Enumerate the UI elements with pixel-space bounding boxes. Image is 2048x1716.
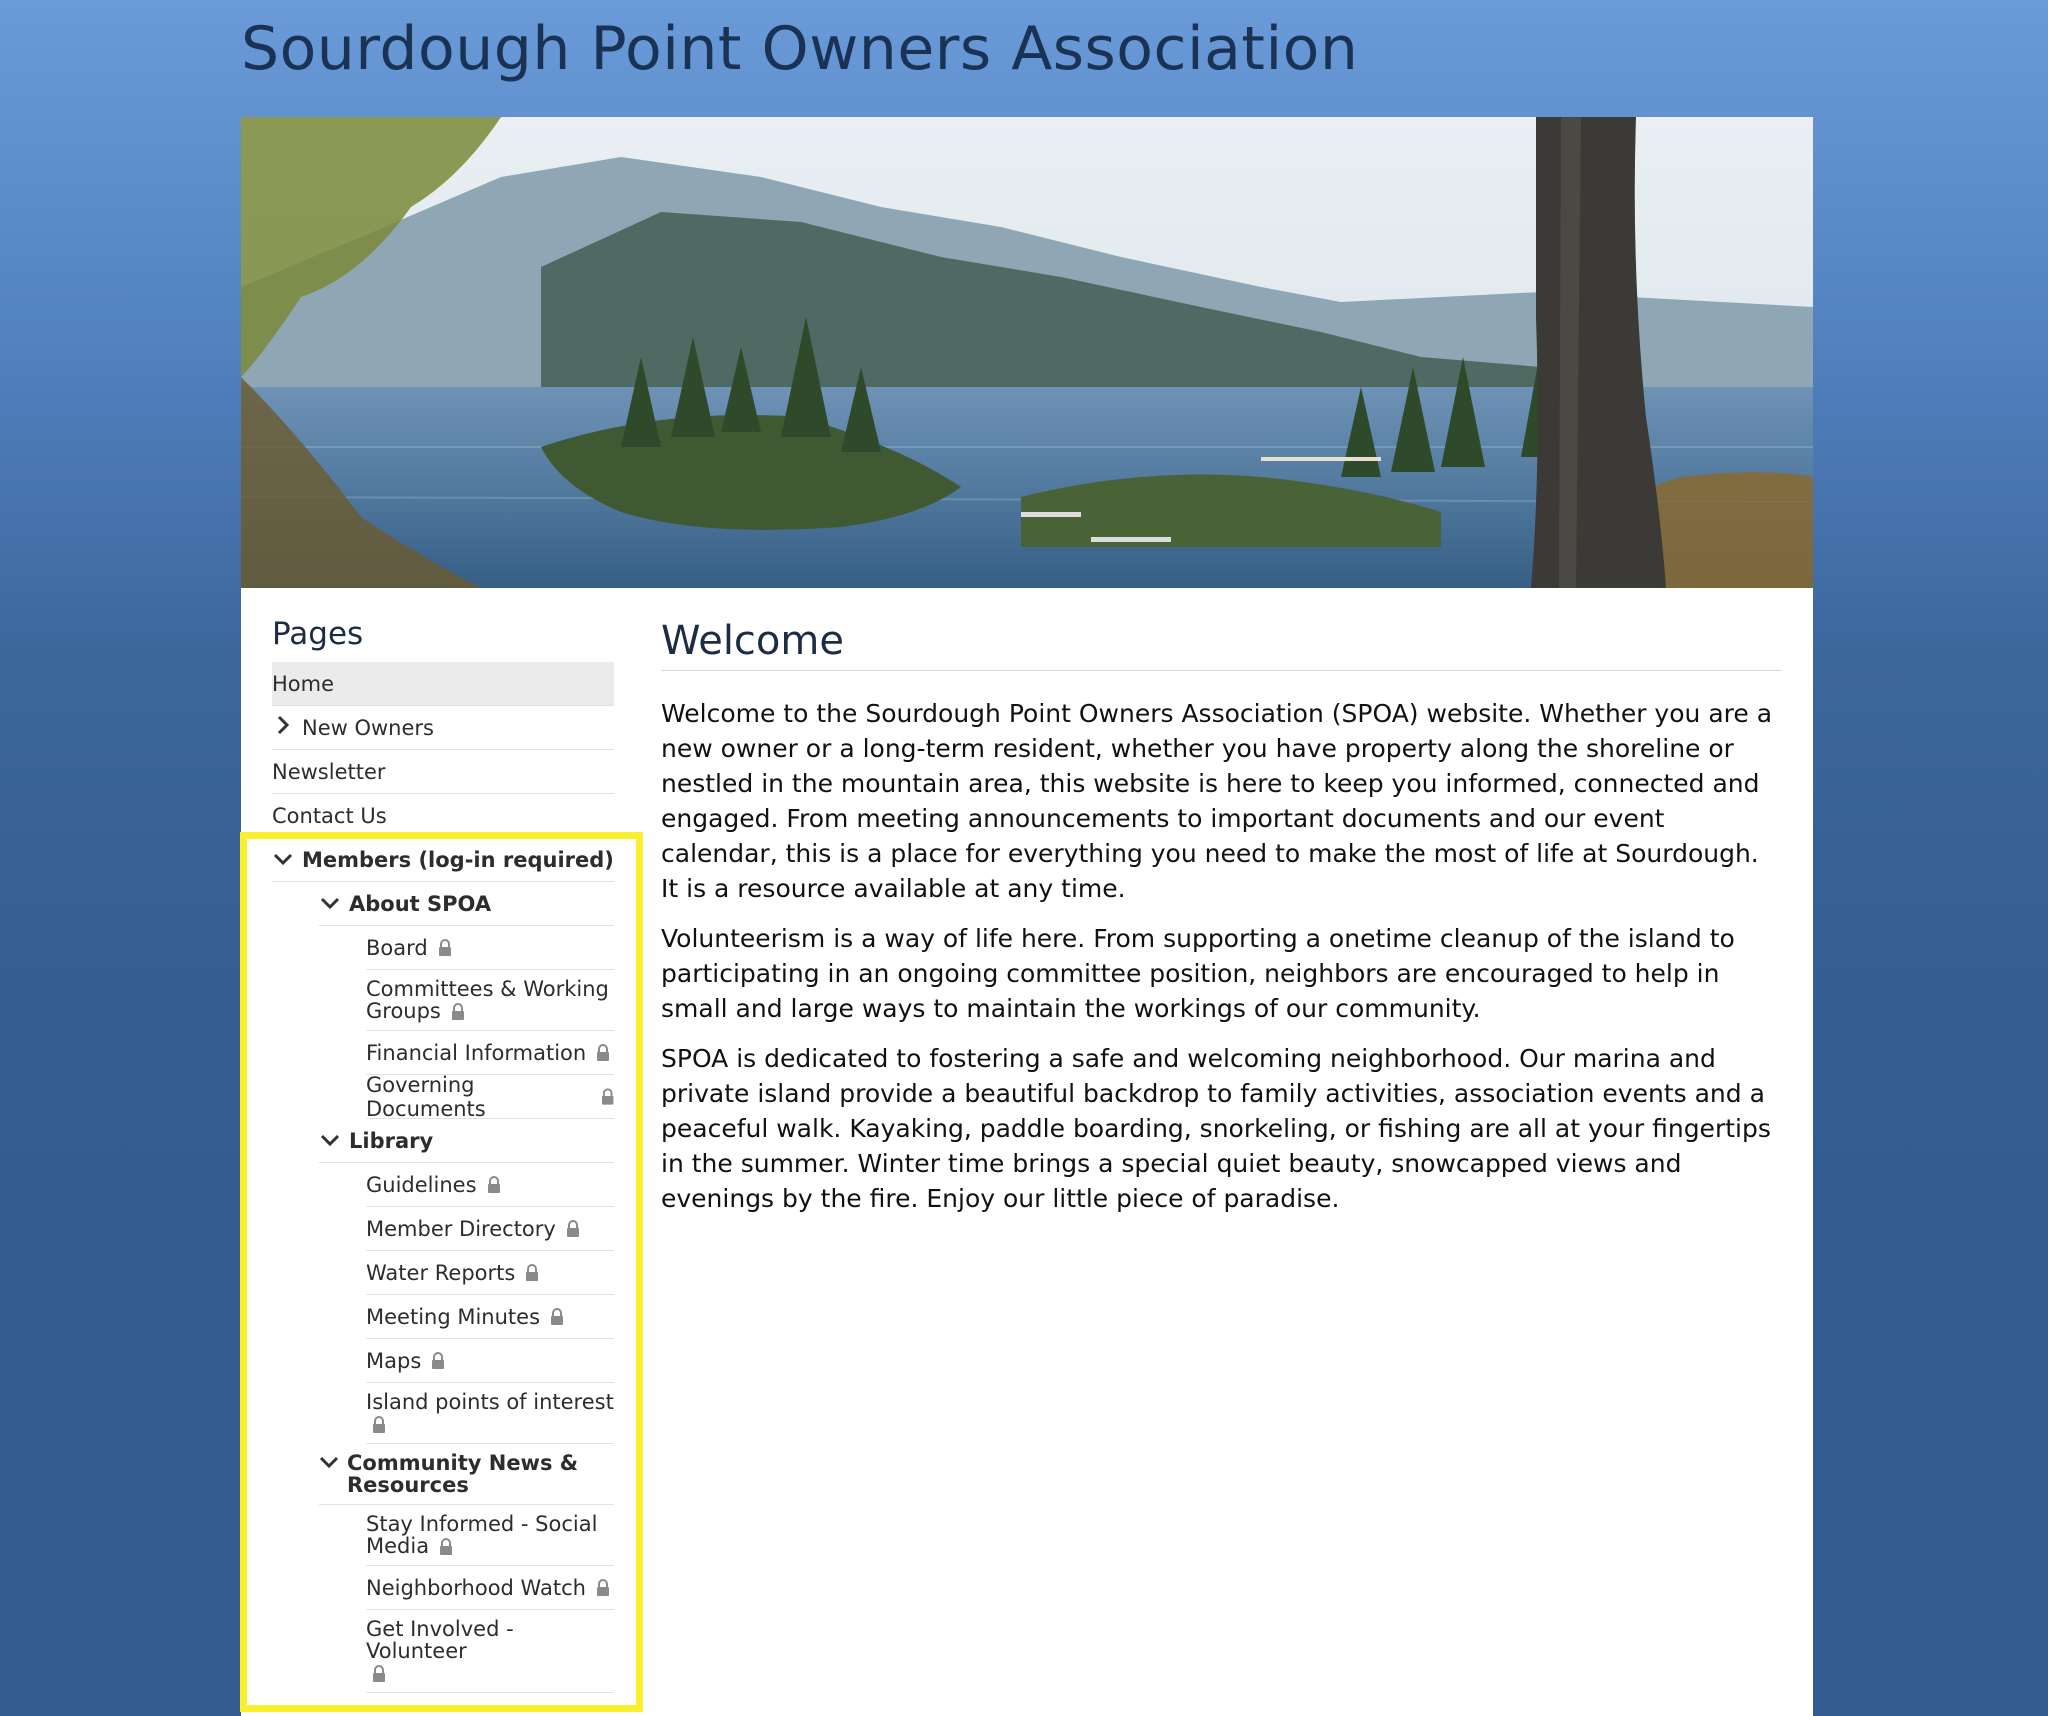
lock-icon	[601, 1088, 614, 1105]
lock-icon	[438, 939, 452, 956]
nav-item-newsletter[interactable]	[272, 750, 614, 794]
nav-item-label: Newsletter	[272, 759, 386, 784]
nav-item-label: Board	[366, 935, 428, 960]
nav-item-island-points[interactable]	[366, 1383, 614, 1444]
nav-item-maps[interactable]	[366, 1339, 614, 1383]
sidebar-title: Pages	[272, 616, 364, 652]
nav-item-label: Library	[349, 1128, 434, 1153]
lock-icon	[550, 1308, 564, 1325]
nav-item-label: Water Reports	[366, 1260, 516, 1285]
nav-item-committees[interactable]	[366, 970, 614, 1031]
chevron-down-icon[interactable]	[319, 891, 341, 916]
banner-image	[241, 117, 1813, 588]
welcome-paragraph-1: Welcome to the Sourdough Point Owners Association (SPOA) website. Whether you are a new owner or a long-term resident, whether you have property along the shoreline or nestled in the mountain area, this website is here to keep you informed, connected and engaged. From meeting announcements to important documents and our event calendar, this is a place for everything you need to make the most of life at Sourdough. It is a resource available at any time.	[661, 699, 1773, 903]
nav-item-about-spoa[interactable]	[319, 882, 614, 926]
page-heading: Welcome	[661, 614, 1781, 671]
lock-icon	[451, 1003, 465, 1020]
lock-icon	[566, 1220, 580, 1237]
nav-item-meeting-minutes[interactable]	[366, 1295, 614, 1339]
nav-item-member-directory[interactable]	[366, 1207, 614, 1251]
chevron-down-icon[interactable]	[319, 1452, 339, 1474]
lock-icon	[372, 1665, 386, 1682]
nav-item-label: Get Involved - Volunteer	[366, 1618, 614, 1684]
lock-icon	[525, 1264, 539, 1281]
chevron-down-icon[interactable]	[272, 847, 294, 872]
nav-item-label: Meeting Minutes	[366, 1304, 541, 1329]
nav-item-guidelines[interactable]	[366, 1163, 614, 1207]
nav-item-home[interactable]	[272, 662, 614, 706]
nav-item-label: Neighborhood Watch	[366, 1575, 586, 1600]
sidebar	[272, 614, 614, 1693]
nav-item-community-news[interactable]	[319, 1444, 614, 1505]
nav-item-label: Member Directory	[366, 1216, 556, 1241]
nav-item-board[interactable]	[366, 926, 614, 970]
lock-icon	[596, 1579, 610, 1596]
nav-item-label: Home	[272, 671, 335, 696]
welcome-paragraph-2: Volunteerism is a way of life here. From supporting a onetime cleanup of the island to participating in an ongoing committee position, neighbors are encouraged to help in small and large ways to maintain the workings of our community.	[661, 924, 1735, 1023]
nav-item-water-reports[interactable]	[366, 1251, 614, 1295]
nav-item-stay-informed[interactable]	[366, 1505, 614, 1566]
nav-item-neighborhood-watch[interactable]	[366, 1566, 614, 1610]
nav-item-label: Stay Informed - Social Media	[366, 1512, 598, 1558]
nav-item-label: Community News & Resources	[347, 1451, 579, 1497]
welcome-paragraph-3: SPOA is dedicated to fostering a safe and welcoming neighborhood. Our marina and private island provide a beautiful backdrop to family activities, association events and a peaceful walk. Kayaking, paddle boarding, snorkeling, or fishing are all at your fingertips in the summer. Winter time brings a special quiet beauty, snowcapped views and evenings by the fire. Enjoy our little piece of paradise.	[661, 1044, 1771, 1213]
nav-item-label: Committees & Working Groups	[366, 977, 609, 1023]
nav-item-label: Maps	[366, 1348, 422, 1373]
site-title: Sourdough Point Owners Association	[241, 14, 1359, 84]
nav-item-label: Island points of interest	[366, 1391, 614, 1435]
lock-icon	[372, 1416, 386, 1433]
nav-item-new-owners[interactable]	[272, 706, 614, 750]
page-container	[241, 117, 1813, 1716]
lock-icon	[487, 1176, 501, 1193]
nav-item-label: New Owners	[302, 715, 434, 740]
nav-list	[272, 662, 614, 1693]
nav-item-label: About SPOA	[349, 891, 492, 916]
nav-item-library[interactable]	[319, 1119, 614, 1163]
nav-item-label: Contact Us	[272, 803, 387, 828]
nav-item-label: Guidelines	[366, 1172, 477, 1197]
nav-item-label: Governing Documents	[366, 1072, 486, 1121]
nav-item-label: Financial Information	[366, 1040, 587, 1065]
nav-item-members[interactable]	[272, 838, 614, 882]
chevron-right-icon[interactable]	[272, 715, 294, 741]
nav-item-get-involved[interactable]	[366, 1610, 614, 1693]
nav-item-label: Members (log-in required)	[302, 847, 614, 872]
nav-item-contact-us[interactable]	[272, 794, 614, 838]
nav-item-governing-documents[interactable]	[366, 1072, 614, 1121]
lock-icon	[596, 1044, 610, 1061]
nav-item-financial-information[interactable]	[366, 1031, 614, 1075]
main-content	[661, 614, 1781, 1216]
lock-icon	[439, 1538, 453, 1555]
chevron-down-icon[interactable]	[319, 1128, 341, 1153]
lock-icon	[431, 1352, 445, 1369]
